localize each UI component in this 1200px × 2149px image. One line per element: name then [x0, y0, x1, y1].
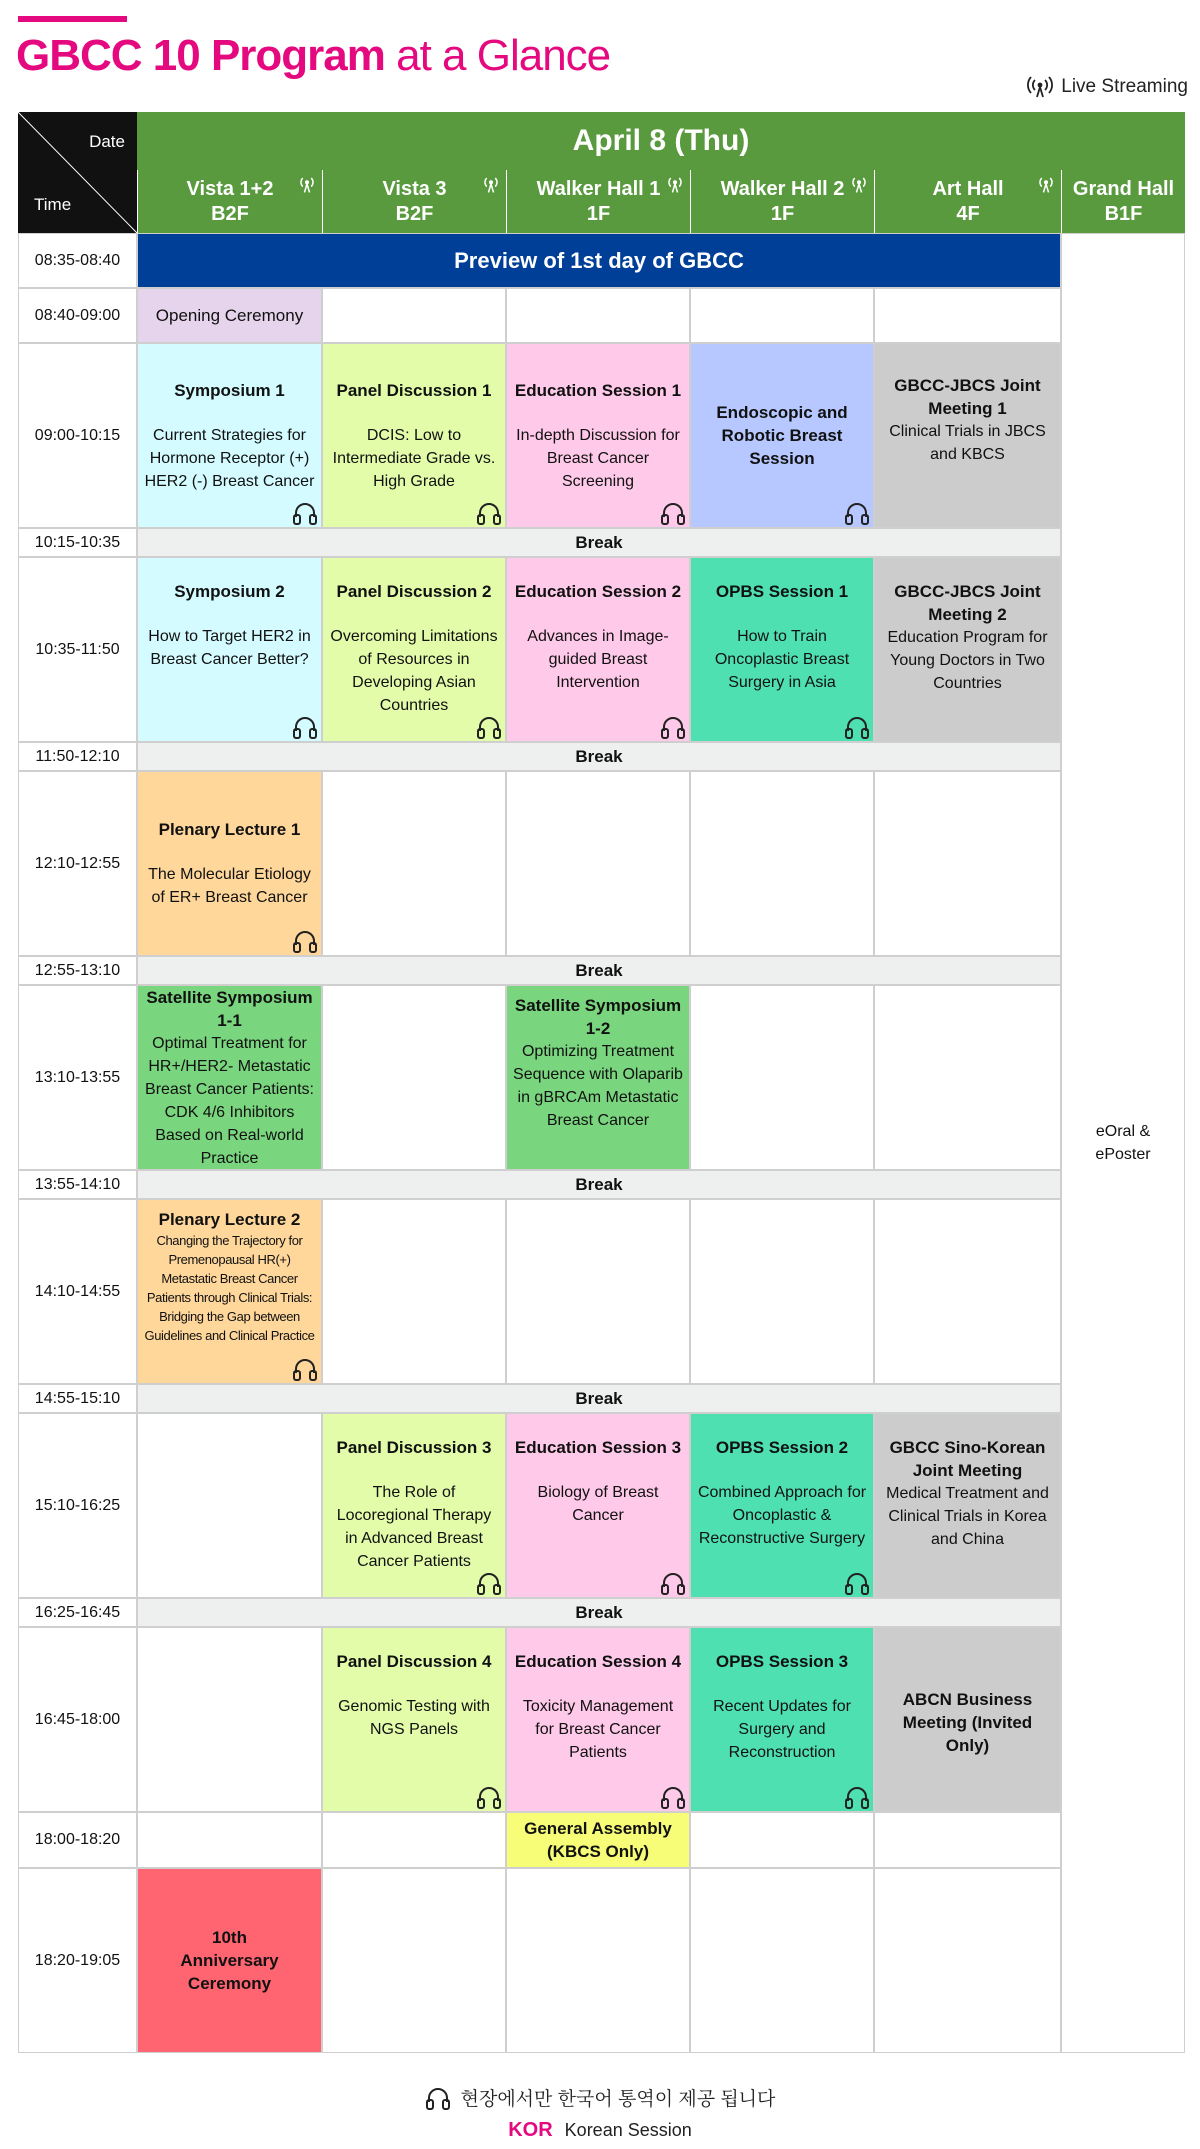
header-date: April 8 (Thu)	[137, 112, 1185, 170]
session-title: Plenary Lecture 2	[158, 1210, 301, 1229]
session-title: Symposium 2	[174, 582, 285, 601]
session-desc: Optimal Treatment for HR+/HER2- Metastatic Breast Cancer Patients: CDK 4/6 Inhibitors Based on Real-world Practice	[145, 1034, 314, 1167]
session-plenary-2	[137, 1199, 322, 1384]
empty-cell	[690, 1812, 874, 1868]
kor-label: Korean Session	[564, 2120, 692, 2140]
session-title: Panel Discussion 1	[336, 380, 492, 400]
session-desc: Optimizing Treatment Sequence with Olaparib in gBRCAm Metastatic Breast Cancer	[513, 1043, 683, 1129]
session-desc: How to Target HER2 in Breast Cancer Better?	[148, 628, 311, 668]
session-sino-korean	[874, 1413, 1061, 1598]
session-title: ABCN Business Meeting (Invited Only)	[902, 1690, 1033, 1755]
break-row: Break	[137, 742, 1061, 771]
time-slot: 13:55-14:10	[18, 1170, 137, 1199]
headphones-icon	[660, 1571, 686, 1595]
title-light: at a Glance	[396, 31, 611, 80]
headphones-icon	[476, 501, 502, 525]
session-education-3	[506, 1413, 690, 1598]
room-floor: 1F	[770, 202, 795, 225]
preview-session: Preview of 1st day of GBCC	[137, 233, 1061, 288]
empty-cell	[322, 1868, 506, 2053]
headphones-icon	[844, 1785, 870, 1809]
opening-ceremony: Opening Ceremony	[137, 288, 322, 343]
room-name: Vista 3	[382, 177, 447, 200]
interpretation-legend	[0, 2084, 1200, 2111]
session-education-1	[506, 343, 690, 528]
session-title: Plenary Lecture 1	[158, 820, 301, 839]
date-label: Date	[89, 132, 125, 151]
session-desc: The Molecular Etiology of ER+ Breast Cancer	[148, 866, 311, 906]
session-desc: Recent Updates for Surgery and Reconstruction	[713, 1698, 851, 1761]
time-slot: 14:55-15:10	[18, 1384, 137, 1413]
session-title: Panel Discussion 3	[336, 1438, 492, 1457]
headphones-icon	[292, 501, 318, 525]
session-title: Education Session 1	[514, 380, 682, 400]
room-header-vista3	[322, 170, 506, 233]
session-desc: Advances in Image-guided Breast Intervention	[527, 628, 669, 691]
room-name: Art Hall	[932, 177, 1004, 200]
session-endoscopic-robotic	[690, 343, 874, 528]
empty-cell	[874, 771, 1061, 956]
session-desc: Clinical Trials in JBCS and KBCS	[889, 423, 1046, 463]
empty-cell	[690, 771, 874, 956]
kor-code: KOR	[508, 2119, 553, 2141]
header-corner	[18, 112, 137, 233]
session-desc: Overcoming Limitations of Resources in Developing Asian Countries	[330, 628, 498, 714]
session-title: Education Session 4	[514, 1652, 682, 1671]
session-title: Endoscopic and Robotic Breast Session	[716, 403, 848, 468]
empty-cell	[874, 1868, 1061, 2053]
room-name: Vista 1+2	[186, 177, 274, 200]
room-header-arthall	[874, 170, 1061, 233]
session-panel-discussion-2	[322, 557, 506, 742]
session-title: OPBS Session 3	[715, 1652, 849, 1671]
room-header-walker2	[690, 170, 874, 233]
room-floor: B2F	[395, 202, 434, 225]
headphones-icon	[476, 715, 502, 739]
empty-cell	[137, 1413, 322, 1598]
page-title	[16, 30, 610, 82]
live-streaming-label: Live Streaming	[1061, 76, 1188, 97]
headphones-icon	[292, 715, 318, 739]
break-row: Break	[137, 1170, 1061, 1199]
live-streaming-icon	[1035, 174, 1057, 194]
headphones-icon	[292, 1357, 318, 1381]
session-satellite-1-2	[506, 985, 690, 1170]
live-streaming-icon	[664, 174, 686, 194]
live-streaming-icon	[848, 174, 870, 194]
title-accent-bar	[18, 16, 127, 22]
session-desc: In-depth Discussion for Breast Cancer Screening	[516, 426, 680, 490]
empty-cell	[506, 771, 690, 956]
session-title: General Assembly (KBCS Only)	[524, 1819, 672, 1861]
time-slot: 16:45-18:00	[18, 1627, 137, 1812]
session-title: GBCC Sino-Korean Joint Meeting	[889, 1438, 1046, 1480]
break-row: Break	[137, 956, 1061, 985]
empty-cell	[506, 1199, 690, 1384]
time-slot: 14:10-14:55	[18, 1199, 137, 1384]
session-desc: Changing the Trajectory for Premenopausal HR(+) Metastatic Breast Cancer Patients through Clinical Trials: Bridging the Gap between Guidelines and Clinical Practice	[144, 1233, 315, 1343]
headphones-icon	[292, 929, 318, 953]
empty-cell	[137, 1812, 322, 1868]
headphones-icon	[476, 1571, 502, 1595]
session-panel-discussion-1	[322, 343, 506, 528]
headphones-icon	[660, 501, 686, 525]
empty-cell	[322, 1199, 506, 1384]
interpretation-note: 현장에서만 한국어 통역이 제공 됩니다	[460, 2089, 776, 2110]
room-floor: B2F	[211, 202, 249, 225]
live-streaming-icon	[1027, 76, 1053, 98]
session-symposium-2	[137, 557, 322, 742]
session-joint-meeting-1	[874, 343, 1061, 528]
session-panel-discussion-4	[322, 1627, 506, 1812]
session-title: Symposium 1	[174, 380, 285, 400]
program-grid	[18, 112, 1185, 2058]
time-slot: 08:35-08:40	[18, 233, 137, 288]
empty-cell	[874, 1812, 1061, 1868]
empty-cell	[690, 985, 874, 1170]
session-desc: Genomic Testing with NGS Panels	[338, 1698, 490, 1738]
room-name: Grand Hall	[1072, 177, 1175, 200]
session-title: Satellite Symposium 1-2	[514, 996, 682, 1038]
headphones-icon	[476, 1785, 502, 1809]
empty-cell	[322, 288, 506, 343]
session-opbs-3	[690, 1627, 874, 1812]
empty-cell	[874, 1199, 1061, 1384]
break-row: Break	[137, 1598, 1061, 1627]
title-bold: GBCC 10 Program	[16, 31, 385, 80]
empty-cell	[506, 1868, 690, 2053]
session-title: OPBS Session 1	[715, 582, 849, 601]
session-desc: Medical Treatment and Clinical Trials in Korea and China	[886, 1485, 1049, 1548]
session-symposium-1	[137, 343, 322, 528]
session-opbs-1	[690, 557, 874, 742]
room-floor: B1F	[1104, 202, 1143, 225]
session-desc: Biology of Breast Cancer	[537, 1484, 659, 1524]
time-label: Time	[34, 195, 72, 214]
headphones-icon	[660, 715, 686, 739]
empty-cell	[506, 288, 690, 343]
session-desc: Current Strategies for Hormone Receptor (+) HER2 (-) Breast Cancer	[144, 426, 315, 490]
korean-session-legend	[0, 2119, 1200, 2142]
session-joint-meeting-2	[874, 557, 1061, 742]
session-title: Panel Discussion 2	[336, 582, 492, 601]
empty-cell	[690, 288, 874, 343]
empty-cell	[690, 1199, 874, 1384]
room-name: Walker Hall 1	[536, 177, 661, 200]
time-slot: 13:10-13:55	[18, 985, 137, 1170]
room-header-walker1	[506, 170, 690, 233]
headphones-icon	[425, 2086, 451, 2110]
time-slot: 15:10-16:25	[18, 1413, 137, 1598]
session-panel-discussion-3	[322, 1413, 506, 1598]
live-streaming-icon	[296, 174, 318, 194]
empty-cell	[874, 288, 1061, 343]
headphones-icon	[660, 1785, 686, 1809]
headphones-icon	[844, 501, 870, 525]
session-title: GBCC-JBCS Joint Meeting 1	[894, 376, 1041, 418]
session-desc: DCIS: Low to Intermediate Grade vs. High Grade	[332, 426, 496, 490]
empty-cell	[137, 1627, 322, 1812]
time-slot: 16:25-16:45	[18, 1598, 137, 1627]
session-title: OPBS Session 2	[715, 1438, 849, 1457]
room-floor: 4F	[956, 202, 980, 225]
time-slot: 09:00-10:15	[18, 343, 137, 528]
room-header-vista12	[137, 170, 322, 233]
session-satellite-1-1	[137, 985, 322, 1170]
session-title: Satellite Symposium 1-1	[146, 987, 313, 1030]
break-row: Break	[137, 528, 1061, 557]
session-general-assembly	[506, 1812, 690, 1868]
time-slot: 12:55-13:10	[18, 956, 137, 985]
empty-cell	[322, 985, 506, 1170]
empty-cell	[874, 985, 1061, 1170]
session-title: 10th Anniversary Ceremony	[180, 1928, 279, 1993]
room-floor: 1F	[586, 202, 611, 225]
session-desc: The Role of Locoregional Therapy in Advanced Breast Cancer Patients	[336, 1484, 492, 1570]
room-header-grandhall	[1061, 170, 1185, 233]
session-desc: Toxicity Management for Breast Cancer Patients	[522, 1698, 674, 1761]
live-streaming-legend	[1027, 76, 1188, 98]
session-title: Panel Discussion 4	[336, 1652, 492, 1671]
session-desc: Education Program for Young Doctors in Two Countries	[887, 629, 1048, 692]
empty-cell	[322, 771, 506, 956]
headphones-icon	[844, 715, 870, 739]
empty-cell	[690, 1868, 874, 2053]
break-row: Break	[137, 1384, 1061, 1413]
session-desc: How to Train Oncoplastic Breast Surgery in Asia	[714, 628, 850, 691]
session-anniversary-ceremony	[137, 1868, 322, 2053]
session-opbs-2	[690, 1413, 874, 1598]
time-slot: 12:10-12:55	[18, 771, 137, 956]
room-name: Walker Hall 2	[720, 177, 845, 200]
session-education-4	[506, 1627, 690, 1812]
session-title: Education Session 2	[514, 582, 682, 601]
session-education-2	[506, 557, 690, 742]
time-slot: 18:00-18:20	[18, 1812, 137, 1868]
time-slot: 10:15-10:35	[18, 528, 137, 557]
session-plenary-1	[137, 771, 322, 956]
time-slot: 08:40-09:00	[18, 288, 137, 343]
live-streaming-icon	[480, 174, 502, 194]
empty-cell	[322, 1812, 506, 1868]
session-desc: Combined Approach for Oncoplastic & Reconstructive Surgery	[697, 1484, 867, 1547]
time-slot: 11:50-12:10	[18, 742, 137, 771]
headphones-icon	[844, 1571, 870, 1595]
time-slot: 10:35-11:50	[18, 557, 137, 742]
session-title: Education Session 3	[514, 1438, 682, 1457]
session-abcn-business	[874, 1627, 1061, 1812]
session-title: GBCC-JBCS Joint Meeting 2	[894, 582, 1041, 624]
time-slot: 18:20-19:05	[18, 1868, 137, 2053]
grand-hall-eoral-eposter: eOral & ePoster	[1061, 233, 1185, 2053]
